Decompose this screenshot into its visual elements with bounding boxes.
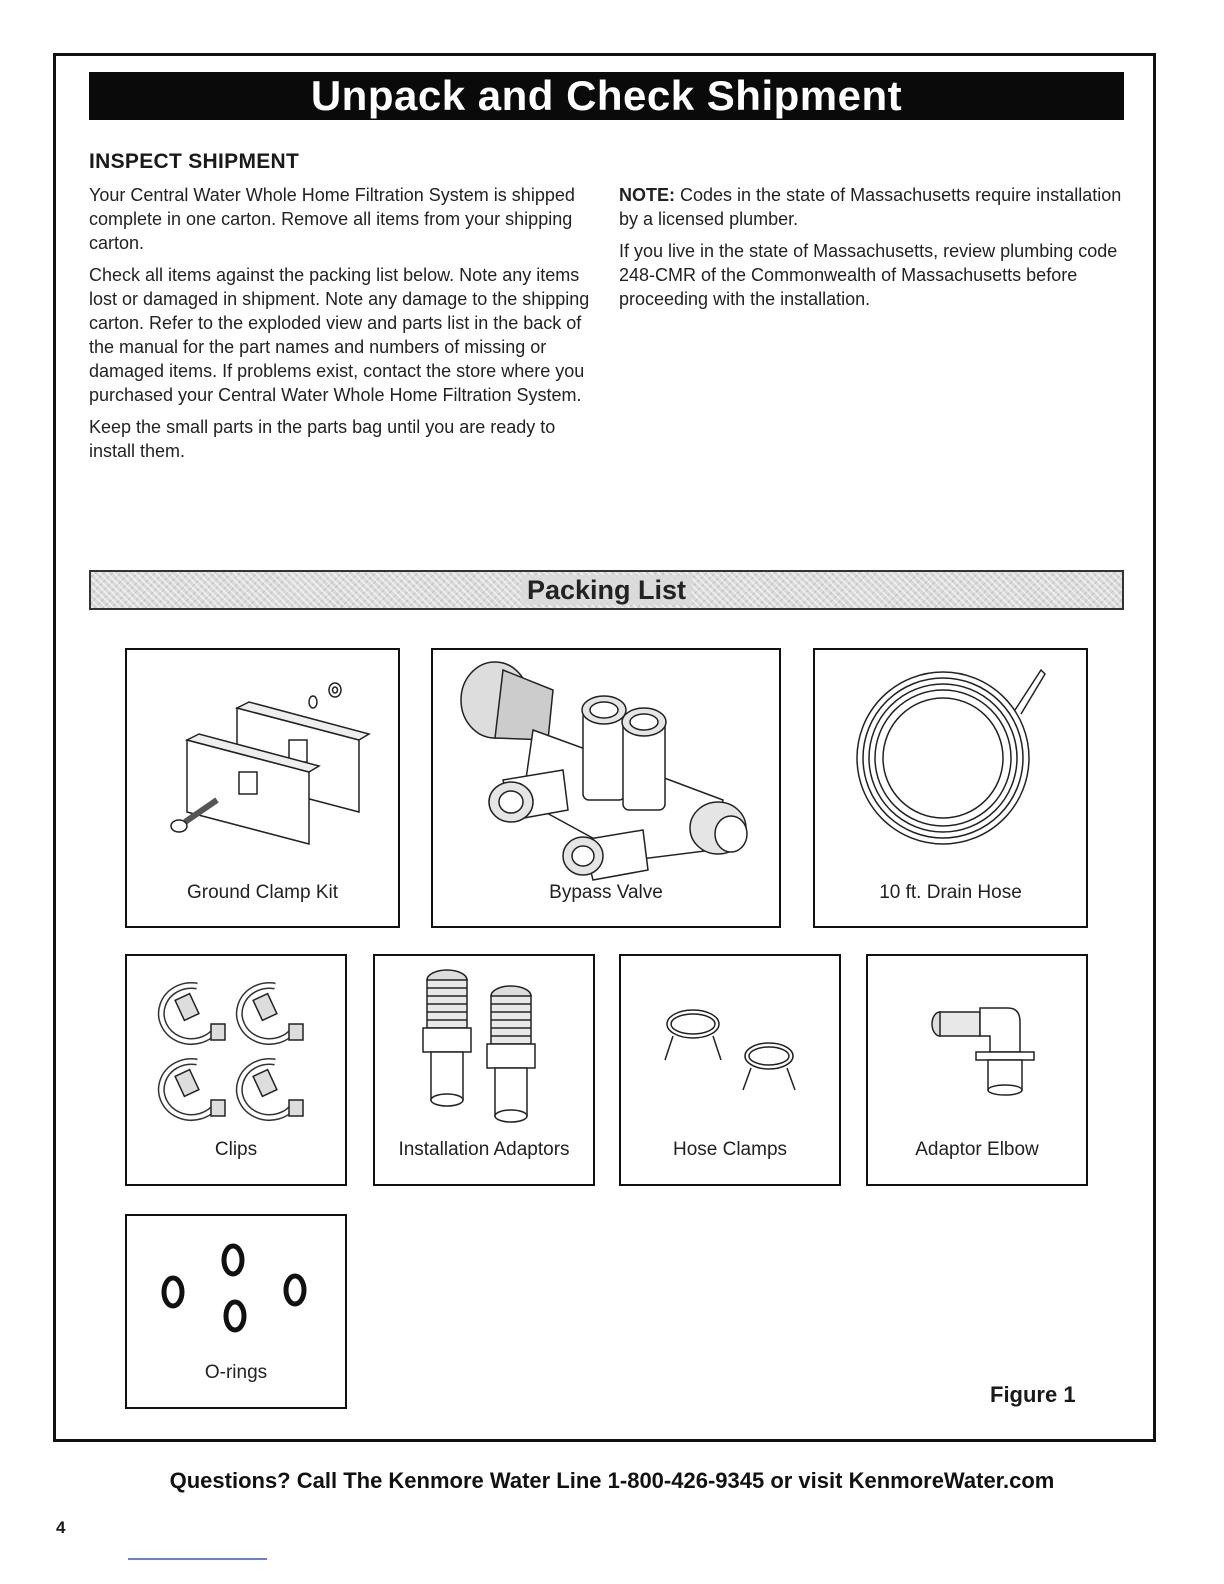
packing-item-installation-adaptors (373, 954, 595, 1186)
item-label: Bypass Valve (549, 882, 663, 903)
packing-list-heading (89, 570, 1124, 610)
footer-contact: Questions? Call The Kenmore Water Line 1-800-426-9345 or visit KenmoreWater.com (169, 1468, 1055, 1493)
packing-item-adaptor-elbow (866, 954, 1088, 1186)
figure-label: Figure 1 (990, 1382, 1076, 1407)
paragraph: If you live in the state of Massachusetts, review plumbing code 248-CMR of the Commonwealth of Massachusetts before proceeding with the installation. (619, 241, 1118, 309)
note-label: NOTE: (619, 185, 675, 205)
packing-item-bypass-valve (431, 648, 781, 928)
packing-item-clips (125, 954, 347, 1186)
packing-item-ground-clamp-kit (125, 648, 400, 928)
page-number: 4 (56, 1518, 66, 1537)
divider (128, 1558, 267, 1560)
packing-item-o-rings (125, 1214, 347, 1409)
item-label: Ground Clamp Kit (186, 882, 338, 903)
inspect-left-column (89, 183, 601, 471)
packing-item-hose-clamps (619, 954, 841, 1186)
paragraph: Keep the small parts in the parts bag until you are ready to install them. (89, 417, 556, 461)
packing-item-drain-hose (813, 648, 1088, 928)
packing-list-title: Packing List (521, 575, 692, 605)
item-label: Installation Adaptors (398, 1139, 570, 1160)
section-heading-inspect-shipment: INSPECT SHIPMENT (89, 150, 300, 173)
item-label: Hose Clamps (672, 1139, 788, 1160)
note-paragraph (619, 183, 1139, 231)
item-label: Adaptor Elbow (915, 1139, 1039, 1160)
paragraph: Your Central Water Whole Home Filtration System is shipped complete in one carton. Remove all items from your shipping carton. (89, 185, 575, 253)
item-label: Clips (214, 1139, 258, 1160)
item-label: O-rings (204, 1362, 268, 1383)
inspect-right-column (619, 183, 1139, 319)
paragraph: Check all items against the packing list below. Note any items lost or damaged in shipment. Note any damage to the shipping carton. Refer to the exploded view and parts list in the back of the manual for the part names and numbers of missing or damaged items. If problems exist, contact the store where you purchased your Central Water Whole Home Filtration System. (89, 265, 590, 405)
item-label: 10 ft. Drain Hose (879, 882, 1022, 903)
page-title: Unpack and Check Shipment (89, 72, 1124, 120)
note-text: Codes in the state of Massachusetts require installation by a licensed plumber. (619, 185, 1122, 229)
